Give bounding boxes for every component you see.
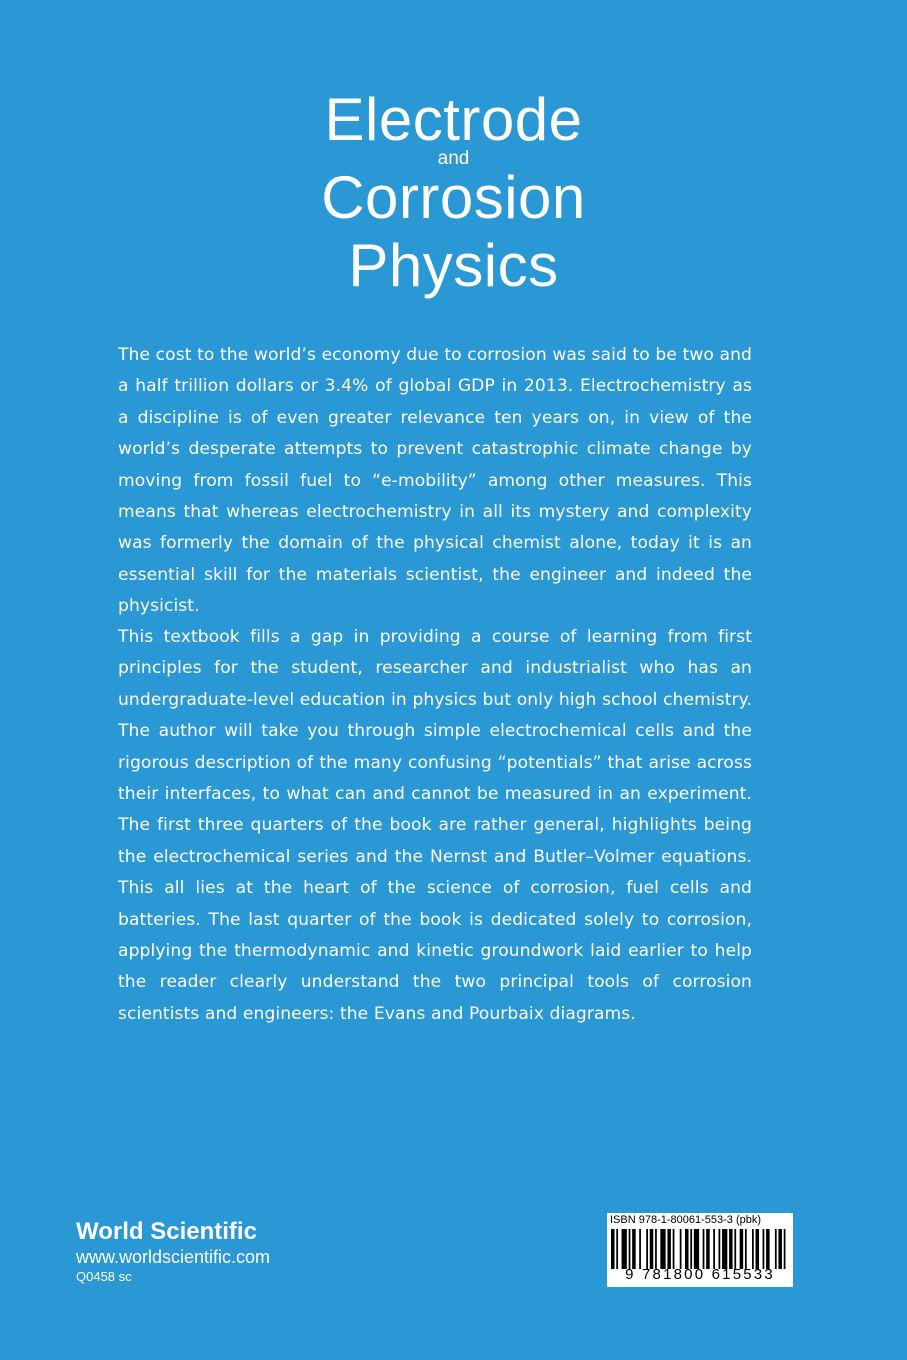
barcode-bar	[616, 1229, 618, 1269]
barcode-bar	[745, 1229, 747, 1269]
publisher-name: World Scientific	[76, 1218, 257, 1245]
barcode-bar	[706, 1229, 710, 1269]
product-code: Q0458 sc	[76, 1269, 132, 1284]
barcode-bar	[639, 1229, 641, 1269]
barcode-bar	[775, 1229, 777, 1269]
title-line-electrode: Electrode	[324, 86, 583, 153]
barcode-bar	[632, 1229, 636, 1269]
barcode-bar	[646, 1229, 648, 1269]
barcode-bar	[719, 1229, 721, 1269]
barcode-bar	[629, 1229, 631, 1269]
barcode-bar	[685, 1229, 689, 1269]
isbn-barcode	[607, 1213, 793, 1287]
barcode-bar	[680, 1229, 682, 1269]
barcode-bar	[752, 1229, 754, 1269]
barcode-digits: 9 781800 615533	[625, 1266, 775, 1283]
barcode-bar	[740, 1229, 744, 1269]
barcode-bars-icon	[611, 1229, 789, 1269]
barcode-bar	[766, 1229, 770, 1269]
barcode-bar	[784, 1229, 786, 1269]
barcode-bar	[611, 1229, 615, 1269]
title-line-physics: Physics	[348, 232, 559, 299]
blurb-paragraph-2: This textbook fills a gap in providing a course of learning from first principles for the student, researcher and industrialist who has an undergraduate-level education in physics but only high school chemistry. The author will take you through simple electrochemical cells and the rigorous description of the many confusing “potentials” that arise across their interfaces, to what can and cannot be measured in an experiment. The first three quarters of the book are rather general, highlights being the electrochemical series and the Nernst and Butler–Volmer equations. This all lies at the heart of the science of corrosion, fuel cells and batteries. The last quarter of the book is dedicated solely to corrosion, applying the thermodynamic and kinetic groundwork laid earlier to help the reader clearly understand the two principal tools of corrosion scientists and engineers: the Evans and Pourbaix diagrams.	[118, 627, 752, 1024]
book-title	[0, 86, 907, 300]
barcode-bar	[655, 1229, 657, 1269]
barcode-bar	[650, 1229, 654, 1269]
title-and: and	[437, 148, 470, 169]
publisher-url: www.worldscientific.com	[76, 1247, 271, 1267]
barcode-bar	[756, 1229, 760, 1269]
barcode-bar	[622, 1229, 627, 1269]
barcode-bar	[713, 1229, 715, 1269]
title-line-corrosion: Corrosion	[321, 164, 586, 231]
barcode-bar	[667, 1229, 671, 1269]
barcode-bar	[729, 1229, 733, 1269]
barcode-bar	[694, 1229, 699, 1269]
barcode-bar	[722, 1229, 727, 1269]
barcode-bar	[660, 1229, 665, 1269]
barcode-bar	[690, 1229, 692, 1269]
barcode-bar	[734, 1229, 736, 1269]
blurb-paragraph-1: The cost to the world’s economy due to corrosion was said to be two and a half trillion dollars or 3.4% of global GDP in 2013. Electrochemistry as a discipline is of even greater relevance ten years on, in view of the world’s desperate attempts to prevent catastrophic climate change by moving from fossil fuel to “e-mobility” among other measures. This means that whereas electrochemistry in all its mystery and complexity was formerly the domain of the physical chemist alone, today it is an essential skill for the materials scientist, the engineer and indeed the physicist.	[118, 345, 752, 617]
barcode-bar	[763, 1229, 765, 1269]
barcode-bar	[778, 1229, 782, 1269]
isbn-label: ISBN 978-1-80061-553-3 (pbk)	[610, 1214, 762, 1226]
barcode-bar	[673, 1229, 675, 1269]
barcode-bar	[703, 1229, 705, 1269]
publisher-block	[76, 1218, 270, 1286]
